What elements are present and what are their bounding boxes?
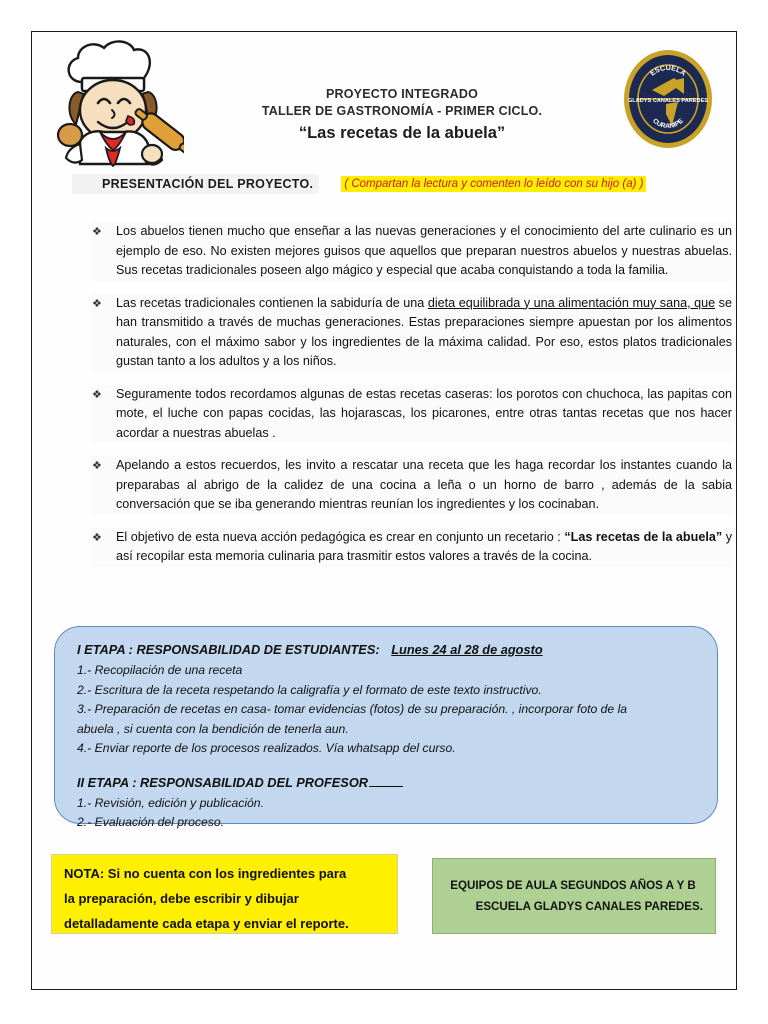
diamond-bullet-icon: ❖ [92,460,102,472]
paragraph-text: Apelando a estos recuerdos, les invito a rescatar una receta que les haga recordar los instantes cuando la preparabas al abrigo de la calidez de una cocina a leña o un horno de barro , además de la sabia conversación que se iba generando mientras reunían los ingredientes y los cocinaban. [116,458,732,511]
diamond-bullet-icon: ❖ [92,531,102,544]
nota-line: NOTA: Si no cuenta con los ingredientes para [64,866,347,881]
presentation-note-highlight: ( Compartan la lectura y comenten lo leído con su hijo (a) ) [341,176,646,192]
etapa-1-item: 1.- Recopilación de una receta [77,663,243,677]
presentation-label: PRESENTACIÓN DEL PROYECTO. [72,174,319,194]
diamond-bullet-icon: ❖ [92,388,102,401]
credits-line-1: EQUIPOS DE AULA SEGUNDOS AÑOS A Y B [450,879,696,892]
paragraph-segment-plain: Las recetas tradicionales contienen la sabiduría de una [116,295,428,310]
credits-line-2: ESCUELA GLADYS CANALES PAREDES. [475,900,703,913]
project-title-block [237,86,567,145]
body-paragraphs [92,222,732,580]
svg-text:GLADYS CANALES PAREDES: GLADYS CANALES PAREDES [627,98,709,104]
etapas-box [54,626,718,829]
paragraph-segment-plain: El objetivo de esta nueva acción pedagógica es crear en conjunto un recetario : [116,529,565,544]
list-item [92,222,732,281]
etapa-1-heading [77,639,697,661]
paragraph-text [116,528,732,567]
etapa-1-heading-label: I ETAPA : RESPONSABILIDAD DE ESTUDIANTES: [77,642,380,657]
etapa-2-item: 2.- Evaluación del proceso. [77,815,225,829]
paragraph-text [116,294,732,372]
etapa-1-item: abuela , si cuenta con la bendición de tenerla aun. [77,721,349,736]
list-item [92,456,732,515]
paragraph-text: Los abuelos tienen mucho que enseñar a las nuevas generaciones y el conocimiento del arte culinario es un ejemplo de eso. No existen mejores guisos que aquellos que preparan nuestros abuelos y nuestras abuelas. Sus recetas tradicionales poseen algo mágico y especial que acaba conquistando a toda la familia. [116,224,732,277]
document-header [32,32,736,164]
etapa-2-heading [77,772,697,794]
etapa-1-date: Lunes 24 al 28 de agosto [391,642,543,657]
school-crest-icon [622,48,714,150]
paragraph-segment-plain-2: se han transmitido a través de muchas generaciones. Estas preparaciones siempre apuestan por los alimentos naturales, con el máximo sabor y los ingredientes de la máxima calidad. Por eso, estos platos tradicionales gustan tanto a los adultos y a los niños. [116,295,732,368]
paragraph-segment-plain-2: y así recopilar esta memoria culinaria para trasmitir estos valores a través de la cocina. [116,529,732,563]
etapa-1-item: 4.- Enviar reporte de los procesos realizados. Vía whatsapp del curso. [77,741,456,755]
etapa-1-item: 2.- Escritura de la receta respetando la caligrafía y el formato de este texto instructivo. [77,682,542,697]
paragraph-segment-bold: “Las recetas de la abuela” [564,529,723,544]
svg-text:ESCUELA: ESCUELA [648,62,688,78]
chef-illustration-icon [44,34,184,174]
list-item [92,528,732,567]
nota-line: la preparación, debe escribir y dibujar [64,891,299,906]
fill-in-blank-line [369,775,403,787]
etapa-2-heading-label: II ETAPA : RESPONSABILIDAD DEL PROFESOR [77,774,369,790]
project-line-1: PROYECTO INTEGRADO [326,87,478,101]
list-item [92,385,732,444]
paragraph-segment-underlined: dieta equilibrada y una alimentación muy sana, que [427,295,716,310]
nota-box [51,854,398,934]
svg-text:CURANIPE: CURANIPE [651,117,685,131]
section-spacer [77,759,697,772]
diamond-bullet-icon: ❖ [92,226,102,238]
list-item [92,294,732,372]
paragraph-text: Seguramente todos recordamos algunas de estas recetas caseras: los porotos con chuchoca, las papitas con mote, el luche con papas cocidas, las hojarascas, los picarones, entre otras tantas recetas que nos hacer acordar a nuestras abuelas . [116,386,732,440]
document-frame [31,31,737,990]
project-line-2: TALLER DE GASTRONOMÍA - PRIMER CICLO. [261,104,543,118]
etapa-1-item: 3.- Preparación de recetas en casa- tomar evidencias (fotos) de su preparación. , incorporar foto de la [77,702,628,716]
presentation-row [72,172,702,196]
credits-box [432,858,716,934]
project-main-title: “Las recetas de la abuela” [298,124,506,142]
etapa-2-item: 1.- Revisión, edición y publicación. [77,795,264,810]
nota-line: detalladamente cada etapa y enviar el reporte. [64,916,349,931]
diamond-bullet-icon: ❖ [92,297,102,310]
